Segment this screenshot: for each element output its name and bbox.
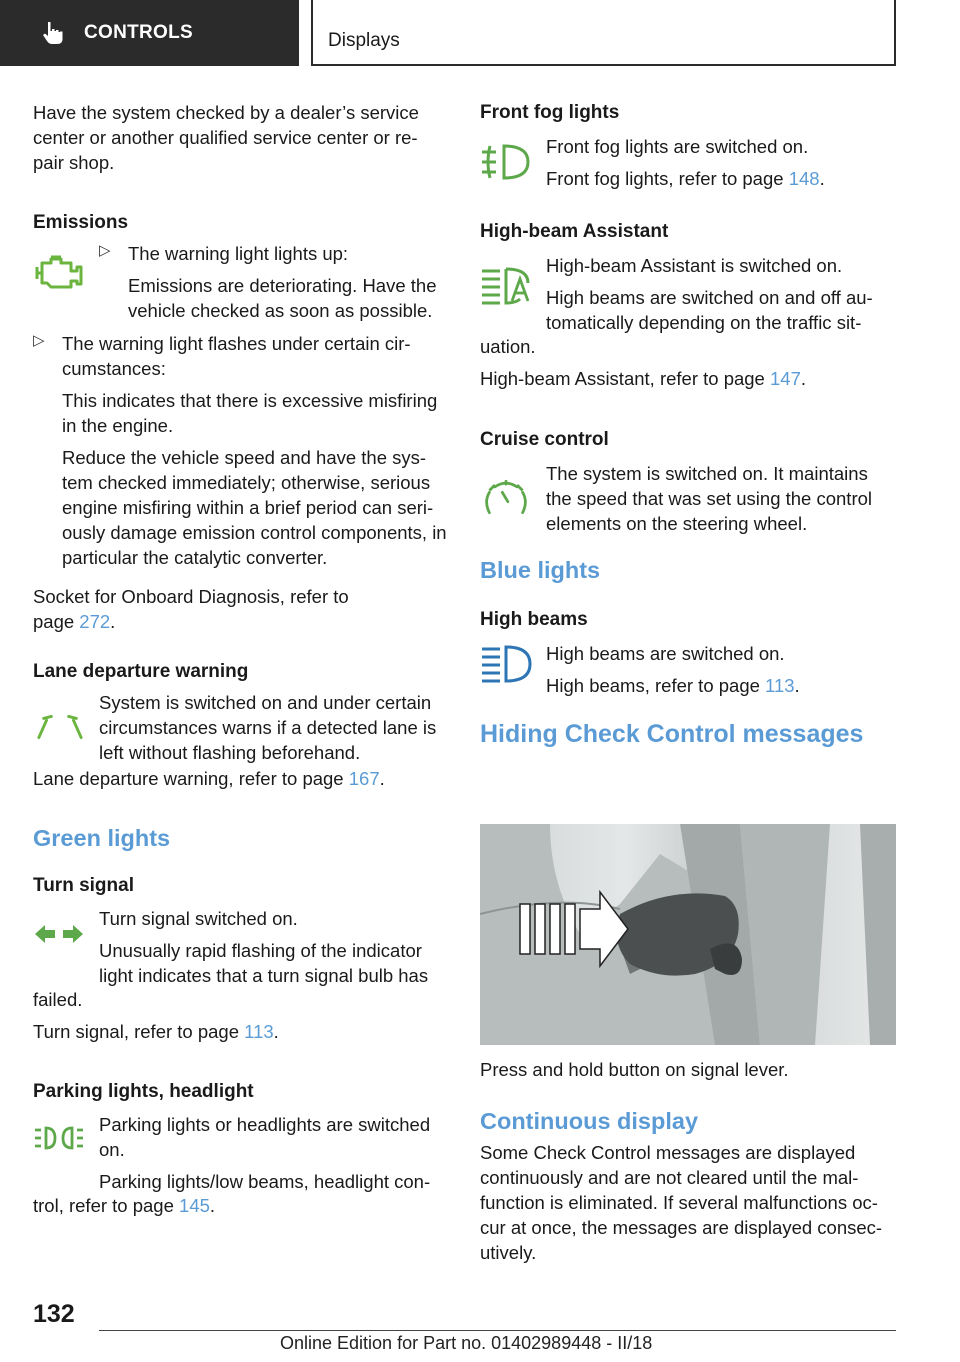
high-ref-text: High beams, refer to page: [546, 675, 760, 696]
parking-lights-icon: [33, 1124, 85, 1152]
green-lights-heading: Green lights: [33, 825, 171, 851]
period: .: [209, 1195, 216, 1216]
fog-ref: [546, 166, 896, 191]
parking-line2: Parking lights/low beams, headlight con-: [99, 1171, 431, 1192]
engine-warning-icon: [33, 253, 85, 289]
page-header: [0, 0, 960, 66]
turn-ref-text: Turn signal, refer to page: [33, 1021, 240, 1042]
emissions-bullet1-line1: The warning light lights up:: [128, 243, 349, 264]
pointing-hand-icon: [40, 20, 66, 46]
high-page-link[interactable]: 113: [765, 675, 795, 696]
page-number: 132: [33, 1300, 75, 1328]
parking-ref-text: trol, refer to page: [33, 1195, 174, 1216]
parking-ref: [33, 1193, 448, 1218]
lane-page-link[interactable]: 167: [348, 768, 380, 789]
lane-text: System is switched on and under certain circumstances warns if a detected lane is left without flashing beforehand.: [99, 692, 437, 763]
fog-heading: Front fog lights: [480, 102, 620, 123]
front-fog-lights-icon: [480, 142, 532, 182]
subsection-title: Displays: [328, 30, 400, 51]
left-column: [33, 100, 448, 1218]
turn-ref: [33, 1019, 448, 1044]
right-lower: [480, 1057, 896, 1265]
socket-page-link[interactable]: 272: [79, 611, 111, 632]
parking-heading: Parking lights, headlight: [33, 1081, 254, 1102]
period: .: [379, 768, 385, 789]
turn-line1: Turn signal switched on.: [99, 908, 298, 929]
high-line1: High beams are switched on.: [546, 643, 785, 664]
right-column: [480, 100, 896, 749]
turn-line2: Unusually rapid flashing of the indicator light indicates that a turn signal bulb has: [99, 940, 429, 986]
cruise-text: The system is switched on. It maintains the speed that was set using the control elements on the steering wheel.: [546, 463, 873, 534]
cruise-heading: Cruise control: [480, 429, 609, 450]
emissions-heading: Emissions: [33, 212, 129, 233]
hba-heading: High-beam Assistant: [480, 221, 669, 242]
emissions-bullet2-line1: The warning light flashes under certain cir-cumstances:: [62, 333, 411, 379]
hba-ref: [480, 366, 896, 391]
lane-heading: Lane departure warning: [33, 661, 249, 682]
footer-divider: [99, 1330, 896, 1331]
socket-text: Socket for Onboard Diagnosis, refer to: [33, 586, 349, 607]
lane-departure-icon: [35, 712, 85, 742]
hba-line2-end: uation.: [480, 336, 536, 357]
period: .: [110, 611, 116, 632]
period: .: [819, 168, 825, 189]
hba-line2: High beams are switched on and off au-tomatically depending on the traffic sit-: [546, 287, 873, 333]
bullet-triangle: ▷: [99, 242, 111, 259]
socket-page-prefix: page: [33, 611, 75, 632]
turn-signal-icon: [33, 922, 85, 946]
bullet-triangle: ▷: [33, 332, 45, 349]
emissions-bullet1-line2: Emissions are deteriorating. Have the vehicle checked as soon as possible.: [128, 275, 437, 321]
parking-page-link[interactable]: 145: [179, 1195, 210, 1216]
high-beams-heading: High beams: [480, 609, 588, 630]
period: .: [800, 368, 807, 389]
emissions-bullet2-line2: This indicates that there is excessive misfiring in the engine.: [62, 390, 438, 436]
hba-ref-text: High-beam Assistant, refer to page: [480, 368, 765, 389]
socket-paragraph: [33, 584, 383, 634]
turn-page-link[interactable]: 113: [244, 1021, 274, 1042]
parking-line1: Parking lights or headlights are switched on.: [99, 1114, 431, 1160]
section-title: CONTROLS: [84, 22, 194, 43]
period: .: [794, 675, 800, 696]
hba-page-link[interactable]: 147: [770, 368, 801, 389]
high-beams-icon: [480, 645, 532, 683]
turn-signal-heading: Turn signal: [33, 875, 134, 896]
continuous-heading: Continuous display: [480, 1108, 699, 1134]
hba-line1: High-beam Assistant is switched on.: [546, 255, 843, 276]
blue-lights-heading: Blue lights: [480, 557, 601, 583]
lane-ref-text: Lane departure warning, refer to page: [33, 768, 344, 789]
hiding-heading: Hiding Check Control messages: [480, 720, 864, 748]
edition-note: Online Edition for Part no. 01402989448 - II/18: [280, 1333, 653, 1353]
fog-page-link[interactable]: 148: [788, 168, 820, 189]
fog-line1: Front fog lights are switched on.: [546, 136, 809, 157]
emissions-bullet2-line3: Reduce the vehicle speed and have the sys-tem checked immediately; otherwise, serious engine misfiring within a brief period can seri-ously damage emission control components, in particular the catalytic converter.: [62, 447, 447, 568]
lane-ref: [33, 766, 448, 791]
high-ref: [546, 673, 896, 698]
high-beam-assistant-icon: [480, 265, 532, 307]
subsection-tab: [311, 0, 896, 66]
signal-lever-photo: [480, 824, 896, 1045]
fog-ref-text: Front fog lights, refer to page: [546, 168, 784, 189]
intro-paragraph: Have the system checked by a dealer’s service center or another qualified service center or re-pair shop.: [33, 102, 419, 173]
turn-line2-end: failed.: [33, 989, 83, 1010]
cruise-control-icon: [482, 477, 530, 517]
period: .: [273, 1021, 279, 1042]
continuous-text: Some Check Control messages are displayed continuously and are not cleared until the mal-function is eliminated. If several malfunctions oc-cur at once, the messages are displayed consec-utively.: [480, 1142, 883, 1263]
section-tab: [0, 0, 299, 66]
photo-caption: Press and hold button on signal lever.: [480, 1059, 789, 1080]
